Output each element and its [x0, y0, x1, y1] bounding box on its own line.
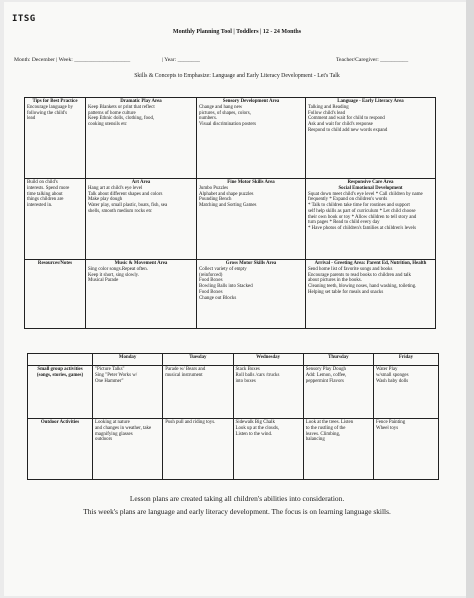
month-week-field: Month: December | Week: ____________________	[14, 57, 131, 63]
text-line: Water Play	[376, 367, 398, 372]
fine-motor-title: Fine Motor Skills Area	[227, 180, 275, 185]
text-line: Matching and Sorting Games	[199, 203, 257, 209]
text-line: Looking at nature	[95, 420, 130, 425]
text-line: * Have photos of children's families at children's levels	[308, 226, 416, 232]
text-line: Sing "Peter Works w/	[95, 372, 138, 378]
text-line: about pictures in the books.	[308, 278, 362, 284]
text-line: their own book or toy * Allow children to tell story and	[308, 214, 417, 220]
text-line: cooking utensils etc	[88, 122, 127, 128]
text-line: musical instrument	[165, 372, 203, 378]
teacher-field: Teacher/Caregiver: __________	[336, 57, 409, 63]
text-line: Hang art at child's eye level	[88, 185, 143, 191]
day-header: Monday	[93, 354, 163, 366]
small-group-thursday	[303, 366, 373, 419]
text-line: Keep Blankets or print that reflect	[88, 104, 155, 110]
text-line: Alphabet and shape puzzles	[199, 191, 254, 197]
responsive-subtitle: Social Emotional Development	[338, 185, 403, 191]
text-line: shells, smooth medium rocks etc	[88, 208, 152, 214]
day-header: Thursday	[303, 354, 373, 366]
text-line: Roll balls /cars /trucks	[235, 372, 280, 378]
small-group-monday	[93, 366, 163, 419]
text-line: balancing	[305, 437, 325, 443]
text-line: Build on child's	[27, 180, 58, 185]
text-line: patterns of home culture	[88, 110, 136, 116]
text-line: numbers.	[199, 116, 218, 122]
interests-cell	[25, 179, 86, 260]
planning-areas-table	[24, 97, 436, 329]
outdoor-label: Outdoor Activities	[40, 420, 80, 425]
text-line: Talk about different shapes and colors	[88, 191, 163, 197]
day-header: Wednesday	[233, 354, 303, 366]
text-line: Change out Blocks	[199, 295, 237, 301]
text-line: Send home list of favorite songs and books	[308, 266, 393, 272]
year-field: | Year: ________	[162, 57, 200, 63]
text-line: pictures, of shapes, colors,	[199, 110, 251, 116]
text-line: Jumbo Puzzles	[199, 185, 229, 191]
text-line: turn pages * Read to child every day	[308, 220, 380, 226]
resources-title: Resources/Notes	[37, 261, 73, 266]
dramatic-play-cell	[86, 98, 197, 179]
music-title: Music & Movement Area	[114, 261, 168, 266]
text-line: Stack Boxes	[235, 367, 260, 372]
text-line: Keep Ethnic dolls, clothing, food,	[88, 116, 155, 122]
text-line: Food Boxes	[199, 289, 223, 295]
text-line: Cleaning teeth, blowing noses, hand washing, toileting.	[308, 284, 417, 290]
text-line: Sidewalk Big Chalk	[235, 420, 275, 425]
small-group-wednesday	[233, 366, 303, 419]
outdoor-tuesday	[163, 419, 233, 480]
text-line: w/small sponges	[376, 372, 409, 378]
fine-motor-cell	[197, 179, 306, 260]
text-line: to the rustling of the	[305, 425, 346, 431]
footer-note-2: This week's plans are language and early literacy development. The focus is on learning language skills.	[83, 507, 391, 516]
corner-cell	[28, 354, 93, 366]
text-line: time talking about	[27, 191, 63, 197]
text-line: Look up at the clouds,	[235, 425, 280, 431]
text-line: Change and hang new	[199, 104, 243, 110]
outdoor-thursday	[303, 419, 373, 480]
text-line: Encourage parents to read books to children and talk	[308, 272, 411, 278]
itsg-logo: ITSG	[12, 14, 36, 24]
skills-concepts: Skills & Concepts to Emphasize: Language and Early Literacy Development - Let's Talk	[134, 73, 340, 79]
art-area-cell	[86, 179, 197, 260]
outdoor-friday	[374, 419, 439, 480]
text-line: Parade w/ Bears and	[165, 367, 206, 372]
small-group-label-cell	[28, 366, 93, 419]
text-line: Encourage language by	[27, 104, 73, 110]
text-line: self help skills as part of curriculum * Let child choose	[308, 208, 416, 214]
language-literacy-cell	[306, 98, 436, 179]
text-line: Musical Parade	[88, 278, 119, 284]
text-line: Sensory Play Dough	[305, 367, 346, 372]
outdoor-label-cell	[28, 419, 93, 480]
text-line: things children are	[27, 197, 64, 203]
responsive-care-cell	[306, 179, 436, 260]
text-line: Pounding Bench	[199, 197, 232, 203]
sensory-cell	[197, 98, 306, 179]
text-line: frequently * Expand on children's words	[308, 197, 388, 203]
text-line: Add: Lemon, coffee,	[305, 372, 347, 378]
text-line: Helping set table for meals and snacks	[308, 289, 384, 295]
footer-note-1: Lesson plans are created taking all children's abilities into consideration.	[129, 494, 345, 503]
resources-cell	[25, 260, 86, 329]
text-line: Bowling Balls into Stacked	[199, 284, 253, 290]
text-line: * Talk to children take time for routines and support	[308, 203, 410, 209]
text-line: and changes in weather, take	[95, 425, 152, 431]
text-line: interested in.	[27, 203, 53, 209]
text-line: Sing color songs.Repeat often.	[88, 266, 148, 272]
text-line: One Hammer"	[95, 378, 124, 384]
text-line: lead	[27, 116, 36, 122]
text-line: into boxes	[235, 378, 256, 384]
gross-motor-title: Gross Motor Skills Area	[225, 261, 277, 266]
responsive-title: Responsive Care Area	[347, 180, 394, 185]
small-group-friday	[374, 366, 439, 419]
gross-motor-cell	[197, 260, 306, 329]
outdoor-wednesday	[233, 419, 303, 480]
text-line: Visual discrimination posters	[199, 122, 257, 128]
text-line: Push pull and riding toys.	[165, 420, 216, 425]
language-title: Language - Early Literacy Area	[337, 99, 404, 104]
tips-cell	[25, 98, 86, 179]
sensory-title: Sensory Development Area	[222, 99, 280, 104]
text-line: magnifying glasses	[95, 431, 133, 437]
music-movement-cell	[86, 260, 197, 329]
weekly-schedule-table	[27, 353, 439, 480]
text-line: Wash baby dolls	[376, 378, 409, 384]
text-line: "Picture Talks"	[95, 367, 125, 372]
text-line: Make play dough	[88, 197, 123, 203]
text-line: Look at the trees. Listen	[305, 420, 354, 425]
day-header: Tuesday	[163, 354, 233, 366]
small-group-label: Small group activities (songs, stories, games)	[36, 367, 84, 378]
text-line: Ask and wait for child's response	[308, 122, 373, 128]
text-line: Comment and wait for child to respond	[308, 116, 385, 122]
arrival-title: Arrival - Greeting Area: Parent Ed, Nutrition, Health	[314, 261, 427, 266]
text-line: Keep it short, sing slowly.	[88, 272, 140, 278]
outdoor-monday	[93, 419, 163, 480]
text-line: (reinforced)	[199, 272, 223, 278]
text-line: interests. Spend more	[27, 185, 70, 191]
dramatic-play-title: Dramatic Play Area	[120, 99, 162, 104]
text-line: Respond to child add new words expand	[308, 127, 388, 133]
text-line: Food Boxes	[199, 278, 223, 284]
text-line: Follow child's lead	[308, 110, 346, 116]
text-line: Collect variety of empty	[199, 266, 247, 272]
art-title: Art Area	[131, 180, 151, 185]
text-line: Water play, small plastic, boats, fish, sea	[88, 203, 168, 209]
text-line: Listen to the wind.	[235, 431, 273, 437]
arrival-greeting-cell	[306, 260, 436, 329]
page-title: Monthly Planning Tool | Toddlers | 12 - 24 Months	[172, 29, 302, 35]
text-line: outdoors	[95, 437, 113, 443]
day-header: Friday	[374, 354, 439, 366]
text-line: following the child's	[27, 110, 68, 116]
text-line: Wheel toys	[376, 425, 399, 431]
text-line: Fence Painting	[376, 420, 406, 425]
small-group-tuesday	[163, 366, 233, 419]
text-line: Squat down meet child's eye level * Call children by name	[308, 191, 423, 197]
text-line: leaves. Climbing,	[305, 431, 341, 437]
text-line: Talking and Reading	[308, 104, 349, 110]
tips-title: Tips for Best Practice	[32, 99, 78, 104]
text-line: peppermint Flavors	[305, 378, 344, 384]
